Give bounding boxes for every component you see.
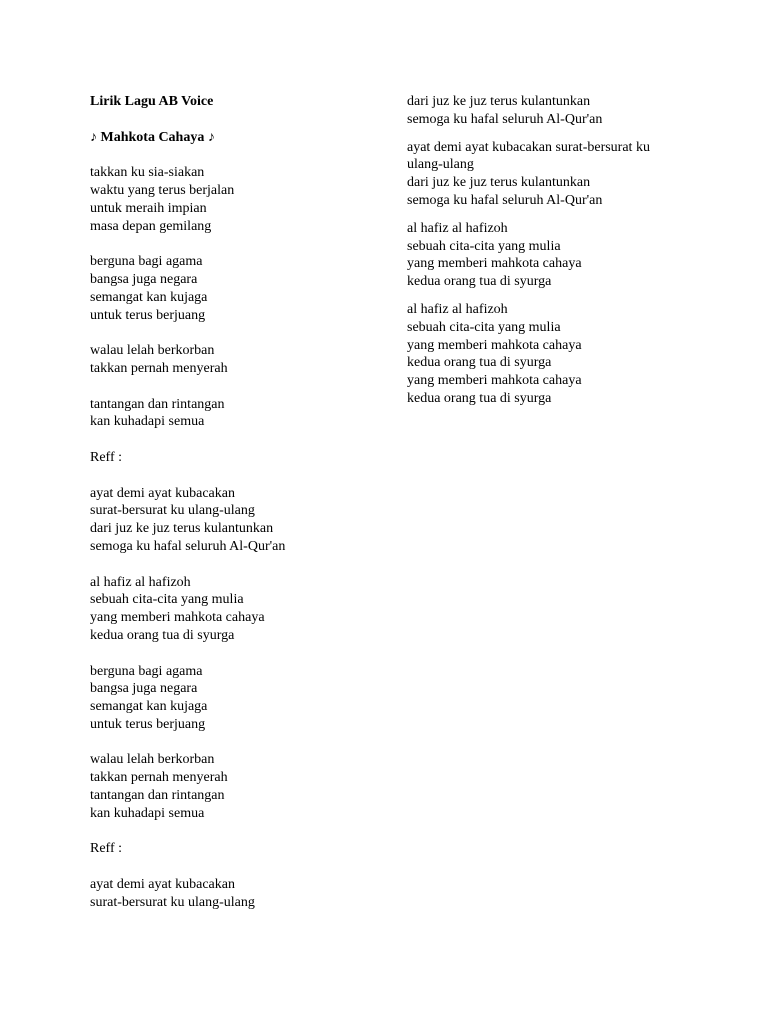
lyric-line: Reff : — [90, 449, 123, 465]
lyric-stanza — [90, 449, 390, 467]
lyric-line: untuk terus berjuang — [90, 716, 206, 732]
lyric-stanza — [407, 93, 681, 129]
right-column — [407, 93, 681, 408]
lyric-line: kedua orang tua di syurga — [407, 355, 552, 371]
lyric-line: kan kuhadapi semua — [90, 414, 205, 430]
lyric-line: dari juz ke juz terus kulantunkan — [90, 521, 274, 537]
lyric-line: berguna bagi agama — [90, 663, 203, 679]
lyric-stanza — [90, 751, 390, 822]
lyric-stanza — [407, 301, 681, 408]
lyric-stanza — [90, 396, 390, 432]
lyric-line: ayat demi ayat kubacakan — [90, 485, 235, 501]
lyric-stanza — [90, 164, 390, 235]
lyric-line: semoga ku hafal seluruh Al-Qur'an — [407, 111, 603, 127]
lyric-line: yang memberi mahkota cahaya — [407, 337, 582, 353]
lyric-line: al hafiz al hafizoh — [407, 301, 508, 317]
lyric-line: yang memberi mahkota cahaya — [407, 256, 582, 272]
lyric-line: ayat demi ayat kubacakan surat-bersurat ku ulang-ulang — [407, 139, 650, 173]
lyric-stanza — [90, 574, 390, 645]
lyric-line: kedua orang tua di syurga — [407, 274, 552, 290]
lyric-stanza — [90, 253, 390, 324]
lyric-stanza — [90, 485, 390, 556]
document-title: Lirik Lagu AB Voice — [90, 94, 214, 109]
lyric-stanza — [90, 840, 390, 858]
lyric-line: takkan pernah menyerah — [90, 770, 228, 786]
lyric-stanza — [407, 220, 681, 291]
lyric-line: semoga ku hafal seluruh Al-Qur'an — [407, 192, 603, 208]
lyric-line: tantangan dan rintangan — [90, 396, 225, 412]
lyric-line: walau lelah berkorban — [90, 752, 215, 768]
lyric-stanza — [90, 663, 390, 734]
lyric-line: bangsa juga negara — [90, 681, 198, 697]
lyric-line: yang memberi mahkota cahaya — [90, 610, 265, 626]
lyric-line: untuk terus berjuang — [90, 307, 206, 323]
lyric-line: dari juz ke juz terus kulantunkan — [407, 175, 591, 191]
lyric-line: berguna bagi agama — [90, 254, 203, 270]
right-verses — [407, 93, 681, 408]
lyric-line: sebuah cita-cita yang mulia — [407, 238, 561, 254]
lyric-line: semoga ku hafal seluruh Al-Qur'an — [90, 538, 286, 554]
left-column — [90, 93, 390, 912]
lyric-line: al hafiz al hafizoh — [90, 574, 191, 590]
lyric-line: kedua orang tua di syurga — [407, 390, 552, 406]
lyric-line: sebuah cita-cita yang mulia — [407, 319, 561, 335]
lyric-line: takkan ku sia-siakan — [90, 165, 205, 181]
lyric-line: waktu yang terus berjalan — [90, 182, 235, 198]
lyric-line: surat-bersurat ku ulang-ulang — [90, 503, 255, 519]
lyric-line: tantangan dan rintangan — [90, 788, 225, 804]
lyric-line: takkan pernah menyerah — [90, 360, 228, 376]
lyric-stanza — [90, 876, 390, 912]
lyric-line: bangsa juga negara — [90, 271, 198, 287]
song-title: ♪ Mahkota Cahaya ♪ — [90, 129, 215, 145]
lyric-line: ayat demi ayat kubacakan — [90, 877, 235, 893]
lyric-line: walau lelah berkorban — [90, 343, 215, 359]
lyric-line: surat-bersurat ku ulang-ulang — [90, 894, 255, 910]
lyric-line: untuk meraih impian — [90, 200, 207, 216]
lyric-stanza — [90, 342, 390, 378]
lyric-line: kan kuhadapi semua — [90, 805, 205, 821]
lyric-line: semangat kan kujaga — [90, 289, 208, 305]
left-verses — [90, 164, 390, 911]
lyric-line: yang memberi mahkota cahaya — [407, 373, 582, 389]
lyric-line: dari juz ke juz terus kulantunkan — [407, 94, 591, 109]
lyric-line: Reff : — [90, 841, 123, 857]
lyric-line: semangat kan kujaga — [90, 699, 208, 715]
lyric-line: kedua orang tua di syurga — [90, 627, 235, 643]
lyric-line: al hafiz al hafizoh — [407, 220, 508, 236]
lyric-line: masa depan gemilang — [90, 218, 212, 234]
lyric-line: sebuah cita-cita yang mulia — [90, 592, 244, 608]
lyric-stanza — [407, 139, 681, 210]
